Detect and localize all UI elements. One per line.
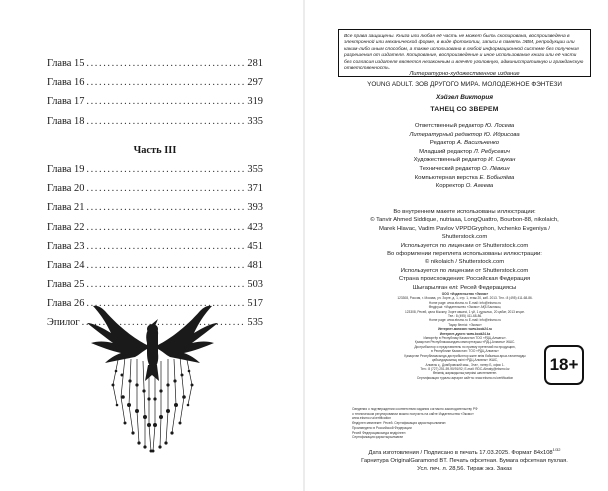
toc-chapter-title: Глава 17: [47, 96, 85, 108]
staff-name: Ю. Лосева: [485, 123, 515, 129]
print-info: [338, 446, 591, 473]
toc-chapter-title: Глава 24: [47, 259, 85, 271]
toc-page-number: 503: [247, 279, 263, 291]
toc-part-heading[interactable]: Часть III: [133, 144, 177, 156]
credit-line: Marek Hlavac, Vadim Pavlov VPPDGryphon, Ivchenko Evgeniya /: [378, 225, 551, 232]
staff-line: [338, 139, 591, 148]
toc-page-number: 451: [247, 240, 263, 252]
staff-role: Компьютерная верстка: [414, 174, 478, 181]
table-of-contents: [47, 58, 263, 337]
publisher-line: Алматы қ., Домбровский көш., 3«а», литер Б, офис 1.: [425, 362, 505, 367]
toc-row[interactable]: [47, 96, 263, 115]
toc-chapter-title: Глава 25: [47, 279, 85, 291]
editorial-staff: [338, 122, 591, 191]
fine-line: Сведения о подтверждении соответствия издания согласно законодательству РФ: [352, 407, 478, 411]
credit-line: Используется по лицензии от Shutterstock.com: [400, 242, 529, 249]
staff-role: Технический редактор: [419, 165, 481, 172]
staff-role: Младший редактор: [419, 148, 473, 155]
publisher-line: 123308, Россия, г. Москва, ул. Зорге, д. 1, стр. 1, этаж 20, каб. 2013. Тел.: 8 (495) 411-68-86.: [397, 296, 533, 301]
toc-row[interactable]: [47, 58, 263, 77]
toc-page-number: 355: [247, 163, 263, 175]
fine-line: Произведено в Российской Федерации: [352, 425, 412, 430]
toc-page-number: 393: [247, 202, 263, 214]
publisher-line: Интернет-дүкен: www.book24.kz: [439, 331, 491, 336]
staff-line: [338, 156, 591, 165]
toc-row[interactable]: [47, 241, 263, 260]
credit-line: Используется по лицензии от Shutterstock.com: [400, 267, 529, 274]
print-date-format: Дата изготовления / Подписано в печать 17.03.2025. Формат 84x108: [368, 449, 553, 456]
illustration-credits: [338, 208, 591, 292]
toc-leader-dots: [86, 77, 245, 88]
publisher-line: Дистрибьютор и представитель по приему претензий на продукцию,: [414, 344, 516, 349]
toc-row[interactable]: [47, 183, 263, 202]
toc-leader-dots: [86, 58, 245, 69]
toc-row[interactable]: [47, 260, 263, 279]
genre-label: Литературно-художественное издание: [409, 71, 520, 77]
credit-line: Во внутреннем макете использованы иллюстрации:: [393, 209, 536, 215]
toc-row[interactable]: [47, 164, 263, 183]
publisher-line: Тел.: 8 (495) 411-68-86.: [447, 314, 483, 319]
copyright-notice-box: Все права защищены. Книга или любая её часть не может быть скопирована, воспроизведена в электронной или механической форме, в виде фотокопии, записи в память ЭВМ, репродукции или каким-либо иным способом, а также использована в любой информационной системе без получения разрешения от издателя. Копирование, воспроизведение и иное использование книги или её части без согласия издателя является незаконным и влечёт уголовную, административную и гражданскую ответственность.: [338, 29, 591, 77]
toc-leader-dots: [86, 96, 245, 107]
toc-chapter-title: Глава 18: [47, 115, 85, 127]
staff-role: Редактор: [429, 140, 456, 147]
toc-page-number: 319: [247, 96, 263, 108]
publisher-line: Импортёр в Республику Казахстан ТОО «РДЦ-Алматы».: [423, 336, 507, 341]
credit-line: Shutterstock.com: [441, 234, 488, 241]
credit-line: Во оформлении переплета использованы иллюстрации:: [387, 251, 542, 258]
series-label: YOUNG ADULT. ЗОВ ДРУГОГО МИРА. МОЛОДЕЖНОЕ ФЭНТЕЗИ: [367, 81, 562, 88]
fine-line: о техническом регулировании можно получить на сайте Издательства «Эксмо»: [352, 411, 474, 416]
age-rating-badge: 18+: [544, 345, 584, 385]
toc-page-number: 517: [247, 298, 263, 310]
toc-leader-dots: [86, 183, 245, 194]
staff-name: О. Агеева: [465, 183, 494, 190]
toc-chapter-title: Глава 15: [47, 58, 85, 69]
publisher-line: Home page: www.eksmo.ru E-mail: info@eksmo.ru: [428, 300, 502, 305]
staff-role: Корректор: [435, 183, 465, 190]
toc-leader-dots: [86, 202, 245, 213]
toc-row[interactable]: [47, 222, 263, 241]
toc-page-number: 371: [247, 183, 263, 195]
toc-page-number: 481: [247, 259, 263, 271]
staff-line: [338, 174, 591, 183]
publisher-block: [372, 292, 558, 380]
fine-line: Ресей Федерациясында өндірілген: [352, 430, 406, 435]
fine-line: Өндірген мемлекет: Ресей. Сертификация қарастырылмаған: [352, 421, 446, 426]
fine-line: www.eksmo.ru/certification: [352, 416, 392, 421]
toc-leader-dots: [86, 116, 245, 127]
credit-line: Шығарылған елі: Ресей Федерациясы: [412, 284, 517, 291]
staff-name: Л. Ребусевич: [473, 148, 510, 155]
publisher-line: Қазақстан Республикасында дистрибьютор және өнім бойынша арыз-талаптарды: [404, 353, 526, 358]
toc-leader-dots: [86, 164, 245, 175]
toc-leader-dots: [86, 222, 245, 233]
toc-page-number: 423: [247, 221, 263, 233]
staff-name: А. Васильченко: [456, 140, 500, 147]
toc-leader-dots: [86, 241, 245, 252]
staff-line: [338, 165, 591, 174]
publisher-line: қабылдаушының өкілі «РДЦ-Алматы» ЖШС,: [432, 358, 498, 363]
toc-chapter-title: Глава 23: [47, 240, 85, 252]
toc-chapter-title: Глава 21: [47, 202, 85, 214]
publisher-line: Қазақстан Республикасындағы импорттаушы «РДЦ-Алматы» ЖШС.: [414, 340, 516, 345]
print-info-line: Гарнитура OriginalGaramond BT. Печать офсетная. Бумага офсетная пухлая.: [361, 458, 568, 465]
publisher-line: Өндіруші: «Издательство «Эксмо» АҚБ Баспасы,: [428, 305, 502, 310]
toc-row[interactable]: [47, 116, 263, 135]
staff-name: Ю. Идрисова: [483, 131, 520, 138]
publisher-line: Тел.: 8 (727) 251-59-90/91/92; E-mail: RDC-Almaty@eksmo.kz: [420, 366, 510, 371]
credit-line: © Tanvir Ahmed Siddique, nutriaaa, LongQuattro, Bourbon-88, nikolaich,: [370, 217, 559, 224]
staff-role: Художественный редактор: [413, 157, 487, 164]
publisher-line: Интернет-магазин: www.book24.ru: [438, 327, 492, 332]
publisher-line: Өнімнің жарамдылық мерзімі шектелмеген.: [432, 371, 498, 376]
staff-name: О. Лёвкин: [482, 165, 510, 172]
publisher-line: 123308, Ресей, қала Мәскеу, Зорге көшесі, 1 үй, 1 құрылыс, 20 қабат, 2013 кеңсе.: [405, 309, 525, 314]
publisher-line: ООО «Издательство «Эксмо»: [441, 292, 489, 296]
print-info-line: Усл. печ. л. 28,56. Тираж экз. Заказ: [417, 466, 512, 473]
credit-line: © nikolaich / Shutterstock.com: [424, 259, 505, 266]
toc-page-number: 281: [247, 58, 263, 69]
staff-name: Е. Бобылёва: [479, 174, 515, 181]
toc-chapter-title: Глава 26: [47, 298, 85, 310]
staff-line: [338, 148, 591, 157]
staff-line: [338, 131, 591, 140]
staff-line: [338, 122, 591, 131]
staff-role: Литературный редактор: [409, 131, 483, 138]
staff-name: И. Саукан: [488, 157, 516, 164]
toc-page-number: 535: [247, 317, 263, 329]
fine-line: Сертификация қарастырылмаған: [352, 435, 404, 440]
staff-line: [338, 182, 591, 191]
toc-leader-dots: [86, 260, 245, 271]
staff-role: Ответственный редактор: [414, 123, 484, 129]
publisher-line: в Республике Казахстан: ТОО «РДЦ-Алматы»: [431, 349, 499, 354]
toc-row[interactable]: [47, 77, 263, 96]
toc-chapter-title: Глава 20: [47, 183, 85, 195]
raven-icon: [85, 305, 220, 453]
toc-chapter-title: Эпилог: [47, 317, 80, 329]
toc-row[interactable]: [47, 202, 263, 221]
print-info-line: [338, 446, 591, 457]
format-fraction: 1/32: [552, 447, 561, 452]
publisher-line: Тауар белгісі: «Эксмо»: [448, 322, 482, 327]
toc-page-number: 297: [247, 77, 263, 89]
toc-chapter-title: Глава 16: [47, 77, 85, 89]
author-name: Хэйзел Виктория: [435, 94, 494, 101]
publisher-line: Сертификация туралы ақпарат сайтта: www.eksmo.ru/certification: [416, 375, 514, 380]
toc-chapter-title: Глава 19: [47, 163, 85, 175]
toc-page-number: 335: [247, 115, 263, 127]
book-title: ТАНЕЦ СО ЗВЕРЕМ: [430, 106, 499, 113]
toc-leader-dots: [86, 279, 245, 290]
toc-row[interactable]: [47, 279, 263, 298]
credit-line: Страна происхождения: Российская Федерация: [398, 276, 531, 283]
toc-chapter-title: Глава 22: [47, 221, 85, 233]
publisher-line: Home page: www.eksmo.ru E-mail: info@eksmo.ru: [428, 318, 502, 323]
certification-fine-print: [352, 407, 575, 440]
